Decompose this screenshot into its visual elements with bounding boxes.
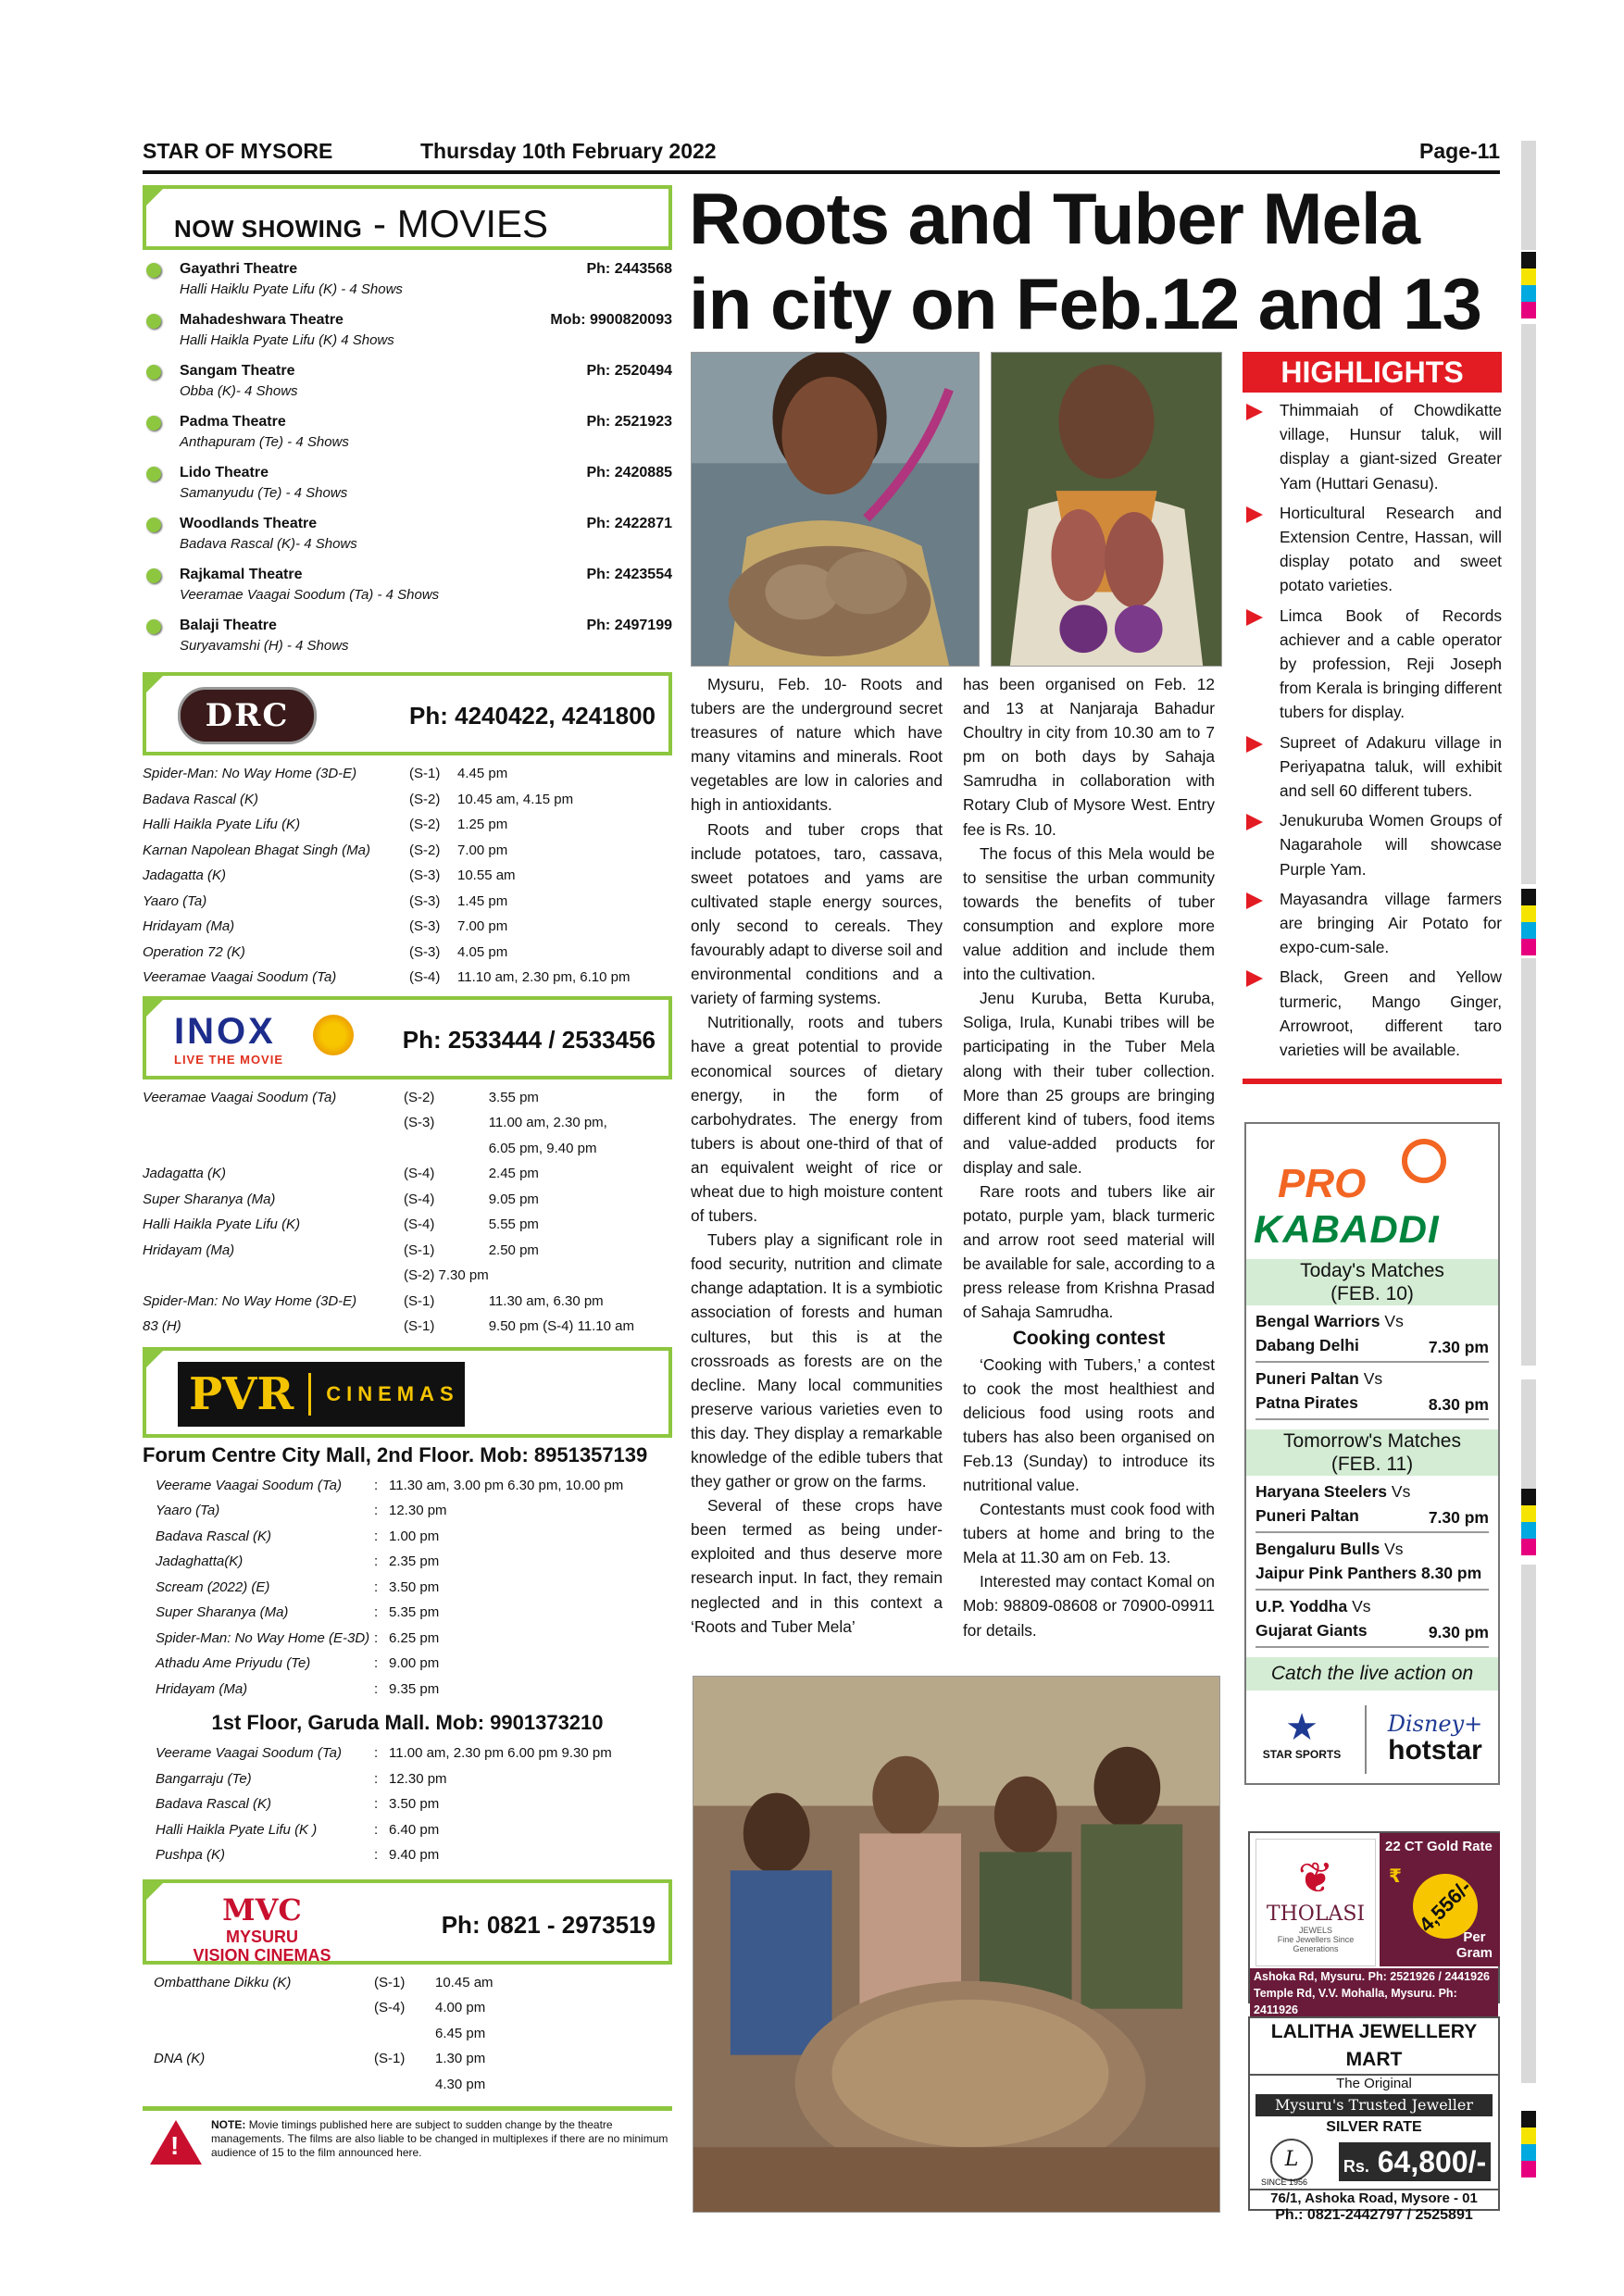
show-times: 1.00 pm xyxy=(389,1528,440,1544)
screen-number: (S-3) xyxy=(409,892,441,909)
highlight-item: Jenukuruba Women Groups of Nagarahole will showcase Purple Yam. xyxy=(1243,808,1502,881)
show-times: 5.35 pm xyxy=(389,1604,440,1621)
show-times: 9.50 pm (S-4) 11.10 am xyxy=(488,1318,634,1335)
show-times: 2.45 pm xyxy=(488,1166,539,1182)
triangle-bullet-icon xyxy=(1246,609,1263,626)
tholasi-address: Ashoka Rd, Mysuru. Ph: 2521926 / 2441926 Temple Rd, V.V. Mohalla, Mysuru. Ph: 2411926 xyxy=(1250,1968,1498,2018)
now-showing-title: NOW SHOWING - MOVIES xyxy=(174,202,549,245)
inox-logo: INOX LIVE THE MOVIE xyxy=(174,1011,369,1070)
show-times: 1.30 pm xyxy=(435,2051,486,2067)
theatre-list xyxy=(143,256,672,663)
film-title: Badava Rascal (K) xyxy=(156,1796,272,1813)
drc-showtimes-table xyxy=(143,761,631,991)
separator: : xyxy=(374,1847,379,1864)
film-title: Hridayam (Ma) xyxy=(143,918,235,935)
now-showing-header xyxy=(143,185,672,250)
registration-strip xyxy=(1521,889,1536,955)
screen-number: (S-3) xyxy=(409,943,441,960)
pvr-logo: PVR CINEMAS xyxy=(178,1362,465,1427)
match-row: U.P. Yoddha Vs Gujarat Giants 9.30 pm xyxy=(1255,1594,1489,1648)
match-row: Haryana Steelers Vs Puneri Paltan 7.30 pm xyxy=(1255,1479,1489,1533)
star-icon: ★ xyxy=(1285,1707,1318,1748)
show-times: 9.00 pm xyxy=(389,1655,440,1672)
screen-number: (S-1) xyxy=(404,1242,435,1258)
photo-group-with-giant-yam xyxy=(693,1676,1220,2213)
separator: : xyxy=(374,1503,379,1519)
drc-phone: Ph: 4240422, 4241800 xyxy=(409,702,656,730)
showtime-row xyxy=(143,1136,634,1162)
showtime-row xyxy=(143,1741,612,1766)
highlight-item: Limca Book of Records achiever and a cable operator by profession, Reji Joseph from Kerala is bringing different tubers for display. xyxy=(1243,604,1502,725)
film-title: Yaaro (Ta) xyxy=(156,1503,220,1519)
show-times: 12.30 pm xyxy=(389,1503,447,1519)
disney-hotstar-logo: Disney+ hotstar xyxy=(1387,1711,1483,1766)
film-title xyxy=(143,1263,404,1289)
show-times: 12.30 pm xyxy=(389,1770,447,1787)
bullet-icon xyxy=(146,619,161,634)
triangle-bullet-icon xyxy=(1246,506,1263,523)
show-times: 5.55 pm xyxy=(488,1217,539,1233)
highlights-box xyxy=(1243,352,1502,1084)
screen-number: (S-4) xyxy=(404,1166,435,1182)
article-headline: Roots and Tuber Mela in city on Feb.12 and 13 xyxy=(689,178,1481,344)
showtime-row xyxy=(143,1498,623,1524)
today-matches-title: Today's Matches (FEB. 10) xyxy=(1246,1259,1498,1305)
film-title: Super Sharanya (Ma) xyxy=(156,1604,289,1621)
highlight-item: Supreet of Adakuru village in Periyapatna taluk, will exhibit and sell 60 different tubers. xyxy=(1243,730,1502,804)
show-times: 1.25 pm xyxy=(457,817,508,833)
separator: : xyxy=(374,1554,379,1570)
showtime-row xyxy=(143,1651,623,1677)
separator: : xyxy=(374,1629,379,1646)
showtime-row xyxy=(143,1842,612,1868)
live-action-banner: Catch the live action on xyxy=(1246,1657,1498,1691)
screen-number: (S-2) 7.30 pm xyxy=(404,1267,489,1284)
film-title: Jadaghatta(K) xyxy=(156,1554,244,1570)
show-times: 9.05 pm xyxy=(488,1191,539,1207)
theatre-item: Gayathri Theatre Ph: 2443568 Halli Haiklu Pyate Lifu (K) - 4 Shows xyxy=(143,256,672,306)
screen-number: (S-3) xyxy=(409,918,441,935)
separator: : xyxy=(374,1604,379,1621)
lalitha-logo-icon: L xyxy=(1270,2139,1313,2181)
film-title: Veeramae Vaagai Soodum (Ta) xyxy=(143,969,337,986)
subhead-cooking-contest: Cooking contest xyxy=(1012,1327,1166,1349)
mvc-showtimes-table xyxy=(143,1970,493,2098)
separator: : xyxy=(374,1770,379,1787)
mvc-logo: MVC MYSURU VISION CINEMAS xyxy=(193,1891,331,1965)
highlight-item: Mayasandra village farmers are bringing Air Potato for expo-cum-sale. xyxy=(1243,887,1502,960)
match-row: Bengal Warriors Vs Dabang Delhi 7.30 pm xyxy=(1255,1309,1489,1363)
film-title: Halli Haikla Pyate Lifu (K ) xyxy=(156,1821,318,1838)
highlights-title: HIGHLIGHTS xyxy=(1243,352,1502,393)
showtime-row xyxy=(143,965,631,991)
showtime-row xyxy=(143,2021,493,2047)
screen-number: (S-1) xyxy=(374,2051,406,2067)
showtime-row xyxy=(143,1473,623,1499)
bullet-icon xyxy=(146,365,161,380)
showtime-row xyxy=(143,1970,493,1996)
show-times: 10.55 am xyxy=(457,867,516,884)
match-row: Bengaluru Bulls Vs Jaipur Pink Panthers 8.30 pm xyxy=(1255,1537,1489,1591)
showtime-row xyxy=(143,1600,623,1626)
film-title: Hridayam (Ma) xyxy=(143,1242,235,1258)
tholasi-logo: ❦ THOLASI JEWELS Fine Jewellers Since Generations xyxy=(1255,1839,1376,1966)
grey-margin-bar xyxy=(1521,958,1536,1366)
lalitha-jewellery-ad: LALITHA JEWELLERY MART The Original Mysuru's Trusted Jeweller SILVER RATE L SINCE 1956 Rs. 64,800/- 76/1, Ashoka Road, Mysore - 01 Ph.: 0821-2442797 / 2525891 xyxy=(1248,2016,1500,2211)
show-times: 6.45 pm xyxy=(435,2025,486,2041)
film-title: Spider-Man: No Way Home (3D-E) xyxy=(143,766,357,782)
film-title xyxy=(143,2021,374,2047)
showtime-row xyxy=(143,812,631,838)
screen-number xyxy=(404,1136,489,1162)
theatre-item: Rajkamal Theatre Ph: 2423554 Veeramae Vaagai Soodum (Ta) - 4 Shows xyxy=(143,561,672,612)
show-times: 3.50 pm xyxy=(389,1796,440,1813)
film-title xyxy=(143,2072,374,2098)
screen-number: (S-2) xyxy=(409,791,441,807)
garuda-mall-line: 1st Floor, Garuda Mall. Mob: 9901373210 xyxy=(211,1711,604,1734)
film-title: DNA (K) xyxy=(154,2051,206,2067)
showtime-row xyxy=(143,1626,623,1652)
highlight-item: Horticultural Research and Extension Centre, Hassan, will display potato and sweet potato varieties. xyxy=(1243,501,1502,598)
grey-margin-bar xyxy=(1521,141,1536,250)
article-column-1: Mysuru, Feb. 10- Roots and tubers are the underground secret treasures of nature which have many vitamins and minerals. Root vegetables are low in calories and high in antioxidants. Roots and tuber crops that include potatoes, taro, cassava, sweet potatoes and yams are cultivated staple energy sources, only second to cereals. They favourably adapt to diverse soil and environmental conditions and a variety of farming systems. Nutritionally, roots and tubers have a great potential to provide economical sources of dietary energy, in the form of carbohydrates. The energy from tubers is about one-third of that of an equivalent weight of rice or wheat due to high moisture content of tubers. Tubers play a significant role in food security, nutrition and climate change adaptation. It is a symbiotic association of forests and human cultures, but this is at the crossroads as forests are on the decline. Many local communities preserve various varieties even to this day. They display a remarkable knowledge of the edible tubers that they gather or grow on the farms. Several of these crops have been termed as being under-exploited and thus deserve more research input. In fact, they remain neglected and in this context a ‘Roots and Tuber Mela’ xyxy=(691,675,943,1636)
highlights-list xyxy=(1243,398,1502,1062)
showtime-row xyxy=(143,1085,634,1111)
photo-woman-holding-tubers xyxy=(691,352,980,667)
showtime-row xyxy=(143,1766,612,1792)
show-times: 11.00 am, 2.30 pm 6.00 pm 9.30 pm xyxy=(389,1745,612,1762)
film-title: Hridayam (Ma) xyxy=(156,1680,248,1697)
show-times: 3.50 pm xyxy=(389,1578,440,1595)
bullet-icon xyxy=(146,416,161,430)
film-title: Yaaro (Ta) xyxy=(143,892,207,909)
film-title: Ombatthane Dikku (K) xyxy=(154,1974,292,1990)
theatre-item: Balaji Theatre Ph: 2497199 Suryavamshi (H) - 4 Shows xyxy=(143,612,672,663)
issue-date: Thursday 10th February 2022 xyxy=(420,139,717,163)
screen-number: (S-2) xyxy=(409,842,441,858)
movies-column xyxy=(143,185,672,2164)
film-title: Spider-Man: No Way Home (3D-E) xyxy=(143,1292,357,1309)
showtime-row xyxy=(143,838,631,864)
theatre-item: Woodlands Theatre Ph: 2422871 Badava Rascal (K)- 4 Shows xyxy=(143,510,672,561)
inox-phone: Ph: 2533444 / 2533456 xyxy=(402,1025,656,1054)
inox-showtimes-table xyxy=(143,1085,634,1340)
showtime-row xyxy=(143,940,631,966)
show-times: 1.45 pm xyxy=(457,892,508,909)
separator: : xyxy=(374,1578,379,1595)
registration-strip xyxy=(1521,1489,1536,1555)
showtime-row xyxy=(143,1187,634,1213)
timings-note: ! NOTE: Movie timings published here are subject to sudden change by the theatre managements. The films are also liable to be changed in multiplexes if there are no minimum audience of 15 to the film announced here. xyxy=(143,2106,672,2164)
film-title: 83 (H) xyxy=(143,1318,181,1335)
showtime-row xyxy=(143,1238,634,1264)
showtime-row xyxy=(143,1314,634,1340)
show-times: 11.30 am, 3.00 pm 6.30 pm, 10.00 pm xyxy=(389,1477,624,1493)
bullet-icon xyxy=(146,568,161,583)
showtime-row xyxy=(143,1549,623,1575)
screen-number: (S-1) xyxy=(404,1292,435,1309)
drc-logo: DRC xyxy=(178,687,317,744)
film-title xyxy=(143,1995,374,2021)
show-times: 9.40 pm xyxy=(389,1847,440,1864)
show-times: 6.40 pm xyxy=(389,1821,440,1838)
triangle-bullet-icon xyxy=(1246,892,1263,909)
highlight-item: Thimmaiah of Chowdikatte village, Hunsur taluk, will display a giant-sized Greater Yam (Huttari Genasu). xyxy=(1243,398,1502,495)
silver-rate-value: Rs. 64,800/- xyxy=(1339,2142,1491,2181)
film-title: Veerame Vaagai Soodum (Ta) xyxy=(156,1745,342,1762)
show-times: 2.50 pm xyxy=(488,1242,539,1258)
screen-number xyxy=(374,2021,435,2047)
separator: : xyxy=(374,1655,379,1672)
screen-number: (S-3) xyxy=(404,1115,435,1131)
screen-number: (S-4) xyxy=(409,969,441,986)
showtime-row xyxy=(143,1524,623,1550)
screen-number: (S-1) xyxy=(409,766,441,782)
mvc-header xyxy=(143,1879,672,1965)
theatre-item: Sangam Theatre Ph: 2520494 Obba (K)- 4 Shows xyxy=(143,357,672,408)
registration-strip xyxy=(1521,252,1536,318)
show-times: 11.00 am, 2.30 pm, xyxy=(488,1115,607,1131)
bullet-icon xyxy=(146,518,161,532)
grey-margin-bar xyxy=(1521,324,1536,884)
showtime-row xyxy=(143,2046,493,2072)
pvr-header xyxy=(143,1347,672,1438)
triangle-bullet-icon xyxy=(1246,404,1263,420)
mvc-phone: Ph: 0821 - 2973519 xyxy=(441,1910,656,1939)
separator: : xyxy=(374,1821,379,1838)
highlight-item: Black, Green and Yellow turmeric, Mango Ginger, Arrowroot, different taro varieties will be available. xyxy=(1243,965,1502,1062)
film-title: Halli Haikla Pyate Lifu (K) xyxy=(143,1217,301,1233)
film-title: Veerame Vaagai Soodum (Ta) xyxy=(156,1477,342,1493)
showtime-row xyxy=(143,1161,634,1187)
bullet-icon xyxy=(146,314,161,329)
showtime-row xyxy=(143,787,631,813)
film-title: Pushpa (K) xyxy=(156,1847,226,1864)
film-title: Bangarraju (Te) xyxy=(156,1770,252,1787)
pvr-garuda-showtimes-table xyxy=(143,1741,612,1868)
drc-cinemas-header xyxy=(143,672,672,755)
page-number: Page-11 xyxy=(1419,139,1500,163)
show-times: 11.30 am, 6.30 pm xyxy=(488,1292,604,1309)
screen-number: (S-1) xyxy=(404,1318,435,1335)
peacock-icon: ❦ xyxy=(1297,1853,1334,1902)
screen-number: (S-3) xyxy=(409,867,441,884)
screen-number: (S-1) xyxy=(374,1974,406,1990)
star-sports-logo: ★ STAR SPORTS xyxy=(1255,1707,1348,1772)
film-title: Jadagatta (K) xyxy=(143,1166,227,1182)
screen-number: (S-4) xyxy=(404,1217,435,1233)
showtime-row xyxy=(143,889,631,915)
photo-man-holding-purple-yam xyxy=(991,352,1222,667)
show-times: 11.10 am, 2.30 pm, 6.10 pm xyxy=(457,969,631,986)
film-title: Karnan Napolean Bhagat Singh (Ma) xyxy=(143,842,370,858)
gold-price-badge: 4,556/- xyxy=(1400,1861,1492,1953)
film-title: Badava Rascal (K) xyxy=(156,1528,272,1544)
showtime-row xyxy=(143,914,631,940)
gold-rate-panel: 22 CT Gold Rate ₹ 4,556/- Per Gram xyxy=(1380,1833,1500,1966)
film-title: Operation 72 (K) xyxy=(143,943,245,960)
film-title: Athadu Ame Priyudu (Te) xyxy=(156,1655,311,1672)
show-times: 10.45 am, 4.15 pm xyxy=(457,791,574,807)
separator: : xyxy=(374,1477,379,1493)
show-times: 3.55 pm xyxy=(488,1089,539,1105)
film-title xyxy=(143,1136,404,1162)
kabaddi-logo-icon xyxy=(1402,1139,1446,1183)
tomorrow-matches-title: Tomorrow's Matches (FEB. 11) xyxy=(1246,1429,1498,1476)
film-title: Badava Rascal (K) xyxy=(143,791,259,807)
theatre-item: Mahadeshwara Theatre Mob: 9900820093 Halli Haikla Pyate Lifu (K) 4 Shows xyxy=(143,306,672,357)
showtime-row xyxy=(143,761,631,787)
tholasi-jewels-ad xyxy=(1248,1831,1500,2016)
separator: : xyxy=(374,1528,379,1544)
show-times: 7.00 pm xyxy=(457,842,508,858)
show-times xyxy=(489,1263,634,1289)
showtime-row xyxy=(143,2072,493,2098)
film-title: Scream (2022) (E) xyxy=(156,1578,270,1595)
showtime-row xyxy=(143,1289,634,1315)
article-column-2: has been organised on Feb. 12 and 13 at Nanjaraja Bahadur Choultry in city from 10.30 am to 7 pm on both days by Sahaja Samrudha in collaboration with Rotary Club of Mysore West. Entry fee is Rs. 10. The focus of this Mela would be to sensitise the urban community towards the benefits of tuber consumption and explore more value addition and include them into the cultivation. Jenu Kuruba, Betta Kuruba, Soliga, Irula, Kunabi tribes will be participating in the Tuber Mela along with their tuber collection. More than 25 groups are bringing different kind of tubers, food items and value-added products for display and sale. Rare roots and tubers like air potato, purple yam, black turmeric and arrow root seed material will be available for sale, according to a press release from Krishna Prasad of Sahaja Samrudha. Cooking contest ‘Cooking with Tubers,’ a contest to cook the most healthiest and delicious food using roots and tubers has also been organised on Feb.13 (Sunday) to introduce its nutritional value. Contestants must cook food with tubers at home and bring to the Mela at 11.30 am on Feb. 13. Interested may contact Komal on Mob: 98809-08608 or 70900-09911 for details. xyxy=(963,675,1215,1640)
grey-margin-bar xyxy=(1521,1565,1536,2083)
triangle-bullet-icon xyxy=(1246,736,1263,753)
showtime-row xyxy=(143,863,631,889)
film-title: Jadagatta (K) xyxy=(143,867,227,884)
inox-header xyxy=(143,996,672,1079)
film-title xyxy=(143,1110,404,1136)
screen-number: (S-2) xyxy=(404,1089,435,1105)
showtime-row xyxy=(143,1575,623,1601)
showtime-row xyxy=(143,1791,612,1817)
sun-icon xyxy=(313,1015,354,1055)
screen-number: (S-2) xyxy=(409,817,441,833)
show-times: 4.30 pm xyxy=(435,2076,486,2092)
pro-kabaddi-ad: PRO KABADDI Today's Matches (FEB. 10) Bengal Warriors Vs Dabang Delhi 7.30 pm Puneri Paltan Vs Patna Pirates 8.30 pm Tomorrow's Matches (FEB. 11) Haryana Steelers Vs Puneri Paltan 7.30 pm Bengaluru Bulls Vs Jaipur Pink Panthers 8.30 pm U.P. Yoddha Vs Gujarat Giants 9.30 pm Catch the live action on ★ STAR SPORTS Disney+ hotstar xyxy=(1244,1122,1500,1785)
film-title: Veeramae Vaagai Soodum (Ta) xyxy=(143,1089,337,1105)
show-times: 2.35 pm xyxy=(389,1554,440,1570)
showtime-row xyxy=(143,1212,634,1238)
show-times: 10.45 am xyxy=(435,1974,493,1990)
showtime-row xyxy=(143,1110,634,1136)
screen-number xyxy=(374,2072,435,2098)
screen-number: (S-4) xyxy=(404,1191,435,1207)
triangle-bullet-icon xyxy=(1246,814,1263,830)
showtime-row xyxy=(143,1817,612,1843)
forum-mall-line: Forum Centre City Mall, 2nd Floor. Mob: 8951357139 xyxy=(143,1442,648,1466)
show-times: 4.05 pm xyxy=(457,943,508,960)
separator: : xyxy=(374,1680,379,1697)
show-times: 4.45 pm xyxy=(457,766,508,782)
show-times: 4.00 pm xyxy=(435,2000,486,2016)
triangle-bullet-icon xyxy=(1246,970,1263,987)
showtime-row xyxy=(143,1677,623,1703)
film-title: Super Sharanya (Ma) xyxy=(143,1191,276,1207)
showtime-row xyxy=(143,1995,493,2021)
grey-margin-bar xyxy=(1521,1379,1536,1491)
bullet-icon xyxy=(146,263,161,278)
separator: : xyxy=(374,1745,379,1762)
pvr-forum-showtimes-table xyxy=(143,1473,623,1703)
showtime-row xyxy=(143,1263,634,1289)
show-times: 6.25 pm xyxy=(389,1629,440,1646)
paper-name: STAR OF MYSORE xyxy=(143,139,333,163)
film-title: Halli Haikla Pyate Lifu (K) xyxy=(143,817,301,833)
bullet-icon xyxy=(146,467,161,481)
theatre-item: Padma Theatre Ph: 2521923 Anthapuram (Te) - 4 Shows xyxy=(143,408,672,459)
screen-number: (S-4) xyxy=(374,2000,406,2016)
show-times: 7.00 pm xyxy=(457,918,508,935)
show-times: 6.05 pm, 9.40 pm xyxy=(488,1140,597,1156)
show-times: 9.35 pm xyxy=(389,1680,440,1697)
film-title: Spider-Man: No Way Home (E-3D) xyxy=(156,1629,370,1646)
separator: : xyxy=(374,1796,379,1813)
registration-strip xyxy=(1521,2111,1536,2177)
match-row: Puneri Paltan Vs Patna Pirates 8.30 pm xyxy=(1255,1366,1489,1420)
page-header xyxy=(143,137,1500,174)
theatre-item: Lido Theatre Ph: 2420885 Samanyudu (Te) - 4 Shows xyxy=(143,459,672,510)
